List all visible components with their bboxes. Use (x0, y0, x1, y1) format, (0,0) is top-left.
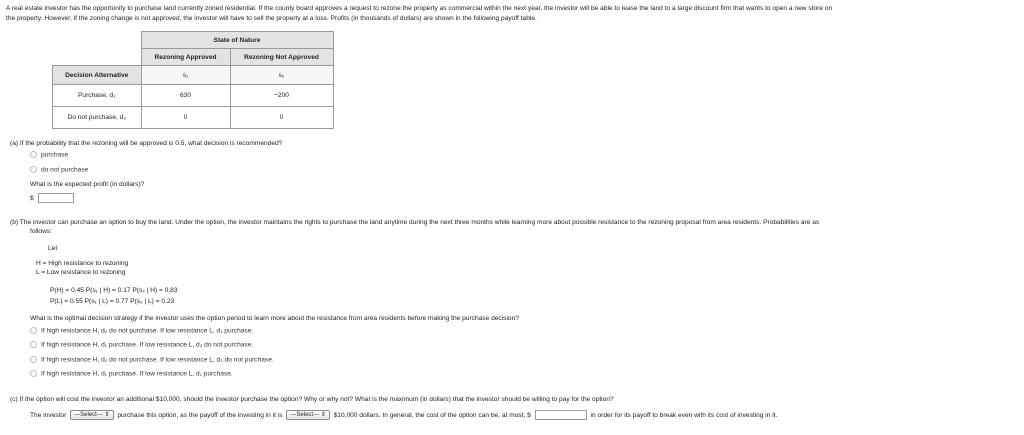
intro-line-1: A real estate investor has the opportunity to purchase land currently zoned residential. If the county board approves a request to rezone the property as commercial within the next year, the investor will be able to lease the land to a large discount firm that wants to open a new store on (6, 5, 833, 12)
cell-value: 0 (141, 107, 230, 129)
answer-text-1: The investor (30, 411, 67, 419)
table-row (53, 107, 334, 129)
chevron-updown-icon: ⇕ (104, 412, 110, 418)
option-label: purchase (41, 151, 69, 159)
table-corner (53, 32, 142, 49)
problem-intro (6, 4, 832, 24)
strategy-option-3[interactable] (30, 356, 274, 363)
table-corner-2 (53, 49, 142, 66)
investor-decision-select[interactable] (70, 410, 113, 420)
strategy-option-2[interactable] (30, 341, 253, 348)
option-do-not-purchase[interactable] (30, 166, 88, 173)
part-b-question-line1: (b) The investor can purchase an option to buy the land. Under the option, the investor maintains the rights to purchase the land anytime during the next three months while learning more about possible resistance to the rezoning proposal from area residents. Probabilities are as (10, 219, 820, 226)
h-definition: H = High resistance to rezoning (36, 260, 129, 267)
answer-text-2: purchase this option, as the payoff of the investing in it is (117, 411, 283, 419)
cell-value: −200 (230, 85, 333, 107)
option-label: If high resistance H, d₂ do not purchase. If low resistance L, d₂ do not purchase. (41, 356, 274, 364)
strategy-question: What is the optimal decision strategy if the investor uses the option period to learn more about the resistance from area residents before making the purchase decision? (30, 315, 519, 322)
option-label: If high resistance H, d₁ purchase. If low resistance L, d₂ do not purchase. (41, 341, 254, 349)
option-label: If high resistance H, d₂ do not purchase. If low resistance L, d₁ purchase. (41, 327, 254, 335)
let-label: Let (48, 245, 58, 252)
state-of-nature-header: State of Nature (141, 32, 333, 49)
radio-button[interactable] (30, 356, 37, 363)
option-label: do not purchase (41, 166, 89, 174)
payoff-comparison-select[interactable] (286, 410, 329, 420)
payoff-table (52, 31, 334, 129)
select-value: ---Select--- (290, 412, 320, 418)
strategy-option-4[interactable] (30, 370, 233, 377)
select-value: ---Select--- (74, 412, 103, 418)
chevron-updown-icon: ⇕ (320, 412, 326, 418)
table-row (53, 85, 334, 107)
expected-profit-question: What is the expected profit (in dollars)? (30, 181, 145, 188)
radio-button[interactable] (30, 151, 37, 158)
col-rezoning-not-approved: Rezoning Not Approved (230, 49, 333, 66)
decision-alternative-header: Decision Alternative (53, 66, 142, 85)
intro-line-2: the property. However, if the zoning change is not approved, the investor will have to sell the property at a loss. Profits (in thousands of dollars) are shown in the following payoff table. (6, 15, 537, 22)
cell-value: 630 (141, 85, 230, 107)
part-c-answer-line (30, 410, 777, 420)
part-b-question-line2: follows: (30, 228, 52, 235)
answer-text-3: $10,000 dollars. In general, the cost of the option can be, at most, $ (333, 411, 531, 419)
expected-profit-answer (30, 193, 74, 203)
answer-text-4: in order for its payoff to break even with its cost of investing in it. (590, 411, 778, 419)
cell-value: 0 (230, 107, 333, 129)
col-rezoning-approved: Rezoning Approved (141, 49, 230, 66)
row-label: Purchase, d₁ (53, 85, 142, 107)
option-label: If high resistance H, d₁ purchase. If low resistance L, d₁ purchase. (41, 370, 233, 378)
strategy-option-1[interactable] (30, 327, 253, 334)
radio-button[interactable] (30, 370, 37, 377)
radio-button[interactable] (30, 341, 37, 348)
dollar-sign: $ (30, 194, 34, 202)
part-a-question: (a) If the probability that the rezoning will be approved is 0.5, what decision is recommended? (10, 140, 283, 147)
radio-button[interactable] (30, 327, 37, 334)
part-c-question: (c) If the option will cost the investor an additional $10,000, should the investor purchase the option? Why or why not? What is the maximum (in dollars) that the investor should be willing to pay for the option? (10, 396, 614, 403)
expected-profit-input[interactable] (38, 193, 74, 203)
s1-header: s₁ (141, 66, 230, 85)
probability-row-2: P(L) = 0.55 P(s₁ | L) = 0.77 P(s₂ | L) = 0.23 (50, 298, 175, 305)
probability-row-1: P(H) = 0.45 P(s₁ | H) = 0.17 P(s₂ | H) = 0.83 (50, 287, 178, 294)
radio-button[interactable] (30, 166, 37, 173)
max-option-cost-input[interactable] (535, 410, 587, 420)
option-purchase[interactable] (30, 151, 68, 158)
row-label: Do not purchase, d₂ (53, 107, 142, 129)
l-definition: L = Low resistance to rezoning (36, 269, 126, 276)
s2-header: s₂ (230, 66, 333, 85)
